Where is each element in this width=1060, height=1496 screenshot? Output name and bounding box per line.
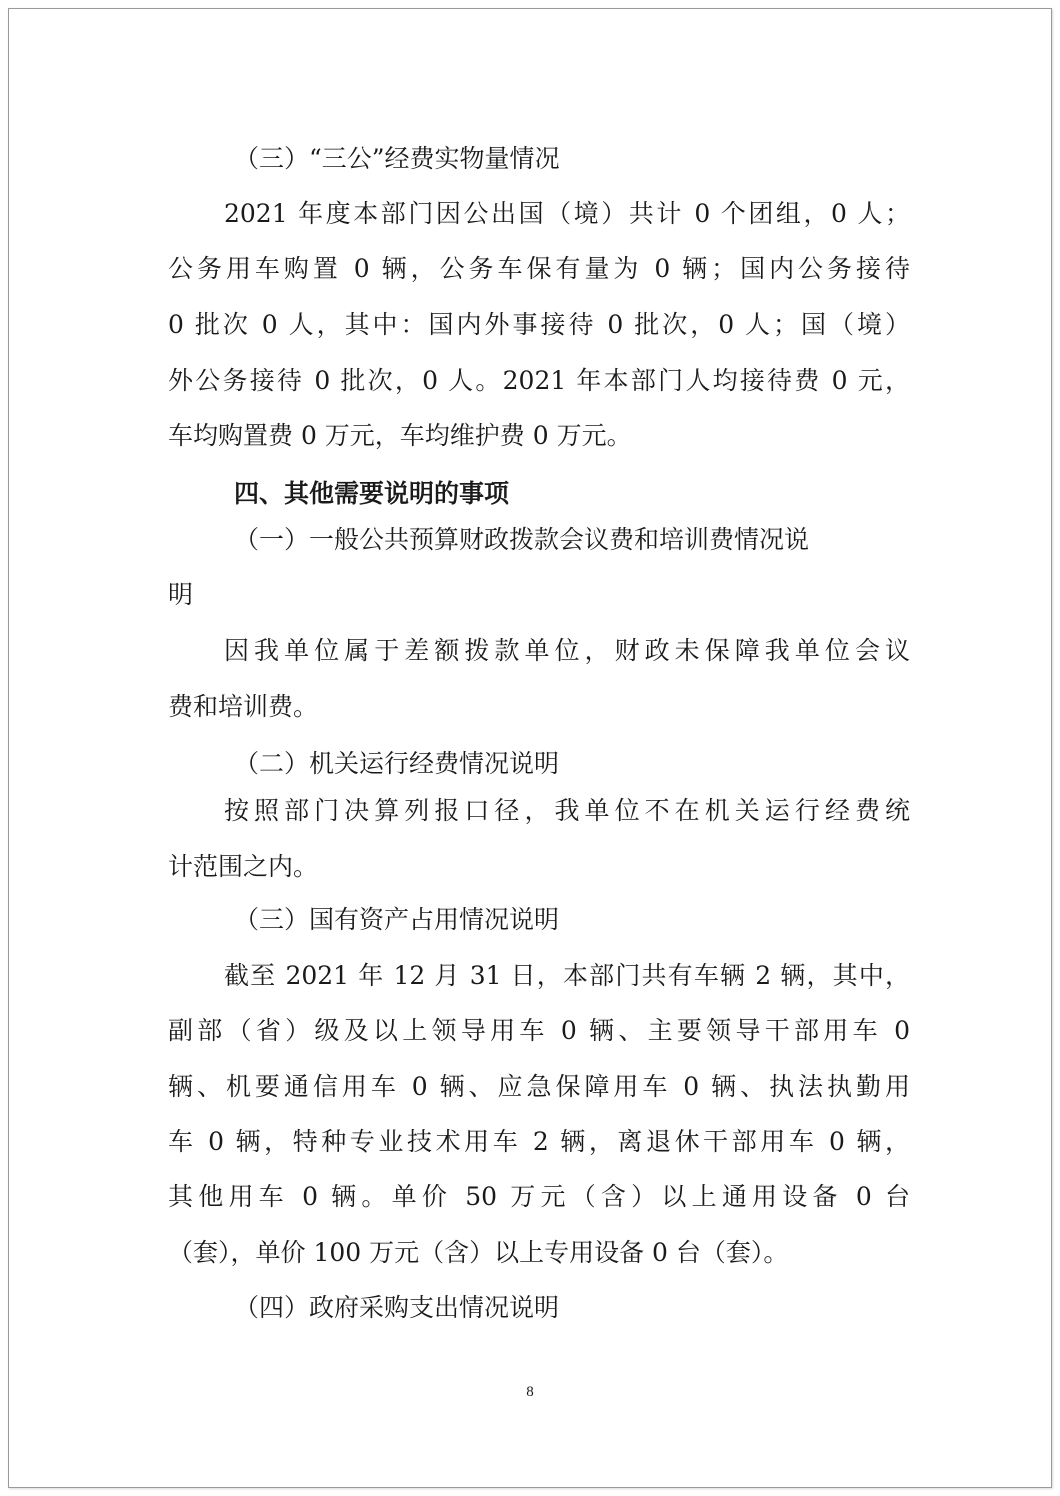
subsection-heading-operating-expenses: （二）机关运行经费情况说明 [234,749,560,778]
paragraph-line: 2021 年度本部门因公出国（境）共计 0 个团组，0 人； [224,199,910,228]
paragraph-line: 其他用车 0 辆。单价 50 万元（含）以上通用设备 0 台 [168,1182,910,1211]
paragraph-line: 公务用车购置 0 辆，公务车保有量为 0 辆；国内公务接待 [168,254,910,283]
section-heading-three-public-physical: （三）“三公”经费实物量情况 [234,144,560,173]
paragraph-line: 按照部门决算列报口径，我单位不在机关运行经费统 [224,796,910,825]
section-heading-other-matters: 四、其他需要说明的事项 [234,479,510,508]
paragraph-line: 车 0 辆，特种专业技术用车 2 辆，离退休干部用车 0 辆， [168,1127,910,1156]
subsection-heading-state-assets: （三）国有资产占用情况说明 [234,905,560,934]
paragraph-line: 因我单位属于差额拨款单位，财政未保障我单位会议 [224,636,910,665]
paragraph-line: 0 批次 0 人，其中：国内外事接待 0 批次，0 人；国（境） [168,310,910,339]
paragraph-line: 截至 2021 年 12 月 31 日，本部门共有车辆 2 辆，其中， [224,961,910,990]
paragraph-line: 车均购置费 0 万元，车均维护费 0 万元。 [168,421,632,450]
subsection-heading-continuation: 明 [168,580,194,609]
paragraph-line: 辆、机要通信用车 0 辆、应急保障用车 0 辆、执法执勤用 [168,1072,910,1101]
paragraph-line: 副部（省）级及以上领导用车 0 辆、主要领导干部用车 0 [168,1016,910,1045]
subsection-heading-meeting-training: （一）一般公共预算财政拨款会议费和培训费情况说 [234,525,810,554]
paragraph-line: 费和培训费。 [168,692,319,721]
paragraph-line: 计范围之内。 [168,852,319,881]
paragraph-line: 外公务接待 0 批次，0 人。2021 年本部门人均接待费 0 元， [168,366,910,395]
page-number: 8 [526,1384,534,1400]
subsection-heading-government-procurement: （四）政府采购支出情况说明 [234,1293,560,1322]
paragraph-line: （套），单价 100 万元（含）以上专用设备 0 台（套）。 [168,1238,789,1267]
